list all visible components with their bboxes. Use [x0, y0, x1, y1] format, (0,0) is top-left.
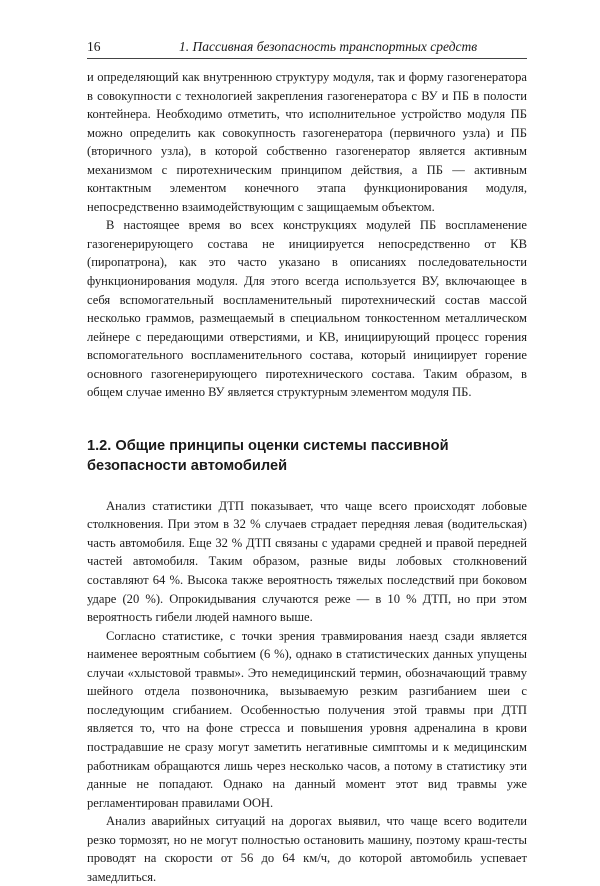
section-heading-line-1: 1.2. Общие принципы оценки системы пассивной [87, 437, 449, 454]
paragraph-continuation: и определяющий как внутреннюю структуру модуля, так и форму газогенератора в совокупности с технологией закрепления газогенератора с ВУ и ПБ в полости контейнера. Необходимо отметить, что исполнительное устройство модуля ПБ можно определить как совокупность газогенератора (первичного узла) и ПБ (вторичного узла), в которой собственно газогенератор является активным механизмом с пиротехническим принципом действия, а ПБ — активным контактным элементом конечного этапа функционирования модуля, непосредственно взаимодействующим с защищаемым объектом. [87, 70, 527, 214]
paragraph-igniter-device: В настоящее время во всех конструкциях модулей ПБ воспламенение газогенерирующего состава не инициируется непосредственно от КВ (пиропатрона), как это часто указано в описаниях последовательности функционирования модуля. Для этого всегда используется ВУ, включающее в себя вспомогательный воспламенительный пиротехнический состав массой несколько граммов, размещаемый в специальном тонкостенном металлическом лейнере с передающими отверстиями, и КВ, инициирующий процесс горения вспомогательного воспламенительного состава, который инициирует горение основного газогенерирующего пиротехнического состава. Таким образом, в общем случае именно ВУ является структурным элементом модуля ПБ. [87, 218, 527, 400]
running-header [87, 38, 527, 59]
section-heading-line-2: безопасности автомобилей [87, 457, 288, 474]
section-heading [87, 436, 527, 476]
paragraph-whiplash-injury: Согласно статистике, с точки зрения травмирования наезд сзади является наименее вероятным событием (6 %), однако в статистических данных упущены случаи «хлыстовой травмы». Это немедицинский термин, обозначающий травму шейного отдела позвоночника, вызываемую резким разгибанием шеи с последующим сгибанием. Особенностью получения этой травмы при ДТП является то, что на фоне стресса и повышения уровня адреналина в крови пострадавшие не сразу могут заметить негативные симптомы и к медицинским работникам обращаются лишь через несколько часов, а потому в статистику эти данные не попадают. Однако на данный момент этот вид травмы уже регламентирован правилами ООН. [87, 628, 527, 810]
paragraph-accident-statistics: Анализ статистики ДТП показывает, что чаще всего происходят лобовые столкновения. При этом в 32 % случаев страдает передняя левая (водительская) часть автомобиля. Еще 32 % ДТП связаны с ударами средней и правой передней частей автомобиля. Таким образом, разные виды лобовых столкновений составляют 64 %. Высока также вероятность тяжелых последствий при боковом ударе (20 %). Опрокидывания случаются реже — в 10 % ДТП, но при этом вероятность гибели людей намного выше. [87, 498, 527, 625]
paragraph-crash-test-speed: Анализ аварийных ситуаций на дорогах выявил, что чаще всего водители резко тормозят, но не могут полностью остановить машину, поэтому краш-тесты проводят на скорости от 56 до 64 км/ч, до которой автомобиль успевает замедлиться. [87, 814, 527, 884]
running-title: 1. Пассивная безопасность транспортных средств [179, 39, 478, 54]
body-text [87, 68, 527, 886]
page-number: 16 [87, 39, 101, 54]
book-page [87, 38, 527, 886]
